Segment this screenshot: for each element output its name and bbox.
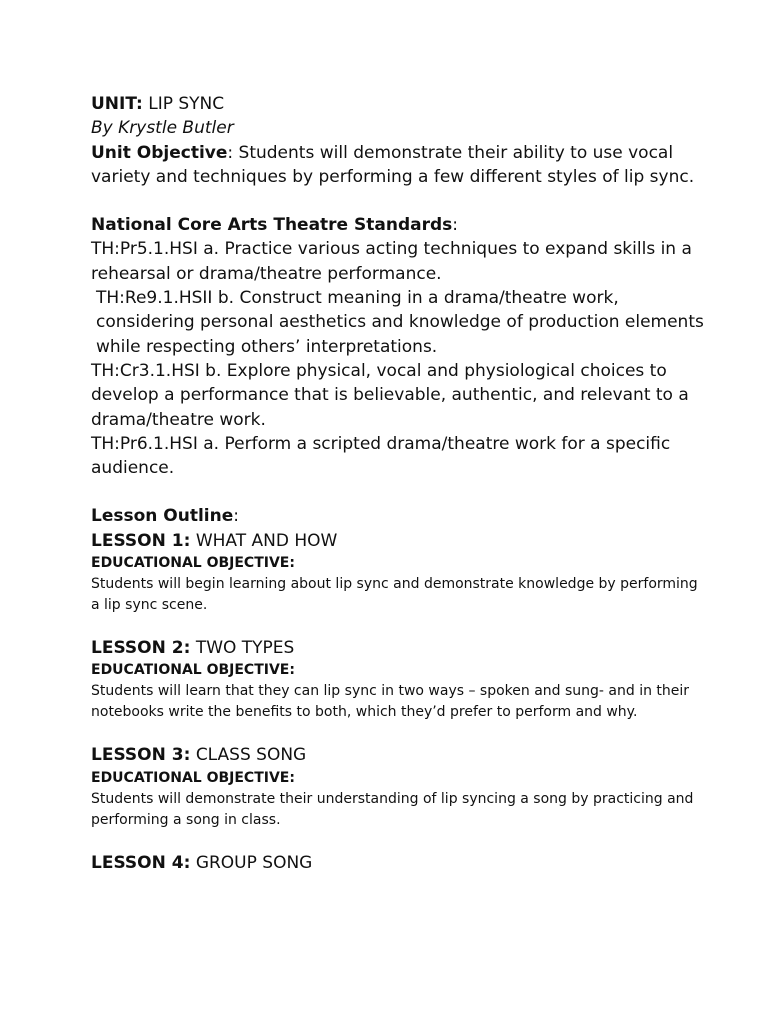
standards-heading: National Core Arts Theatre Standards:	[91, 215, 458, 236]
lesson-title: GROUP SONG	[195, 852, 313, 873]
educational-objective-text: Students will begin learning about lip sync and demonstrate knowledge by performing a lip sync scene.	[91, 576, 698, 614]
educational-objective-text: Students will learn that they can lip sync in two ways – spoken and sung- and in their notebooks write the benefits to both, which they’d prefer to perform and why.	[91, 683, 690, 721]
educational-objective-label: EDUCATIONAL OBJECTIVE:	[91, 769, 295, 786]
lesson-title: WHAT AND HOW	[195, 530, 338, 551]
standards-label: National Core Arts Theatre Standards	[91, 215, 453, 236]
author: By Krystle Butler	[91, 118, 234, 139]
lesson-number: LESSON 1:	[91, 530, 191, 551]
lesson-title: TWO TYPES	[195, 638, 295, 659]
standard-item: TH:Re9.1.HSII b. Construct meaning in a drama/theatre work, considering personal aesthetics and knowledge of production elements while respecting others’ interpretations.	[96, 288, 704, 357]
educational-objective-text: Students will demonstrate their understanding of lip syncing a song by practicing and performing a song in class.	[91, 790, 694, 828]
author-line	[91, 116, 710, 140]
unit-objective	[91, 141, 710, 190]
unit-objective-label: Unit Objective	[91, 142, 228, 163]
standard-item: TH:Pr6.1.HSI a. Perform a scripted drama/theatre work for a specific audience.	[91, 433, 671, 479]
standard-item: TH:Cr3.1.HSI b. Explore physical, vocal and physiological choices to develop a performance that is believable, authentic, and relevant to a drama/theatre work.	[91, 360, 689, 430]
lesson-outline-heading: Lesson Outline:	[91, 506, 240, 527]
unit-line	[91, 92, 710, 116]
unit-objective-text: : Students will demonstrate their ability to use vocal variety and techniques by performing a few different styles of lip sync.	[91, 142, 695, 187]
lesson-number: LESSON 3:	[91, 745, 191, 766]
standard-item: TH:Pr5.1.HSI a. Practice various acting techniques to expand skills in a rehearsal or drama/theatre performance.	[91, 239, 692, 284]
unit-label: UNIT:	[91, 94, 143, 114]
lesson-number: LESSON 4:	[91, 852, 191, 873]
lesson-title: CLASS SONG	[195, 745, 307, 766]
educational-objective-label: EDUCATIONAL OBJECTIVE:	[91, 555, 295, 572]
lesson-heading	[91, 851, 710, 875]
educational-objective-label: EDUCATIONAL OBJECTIVE:	[91, 662, 295, 679]
lesson-heading	[91, 636, 710, 660]
unit-title: LIP SYNC	[148, 94, 225, 114]
lesson-number: LESSON 2:	[91, 638, 191, 659]
lesson-outline-label: Lesson Outline	[91, 506, 234, 527]
lesson-heading	[91, 743, 710, 767]
lesson-heading	[91, 529, 710, 553]
